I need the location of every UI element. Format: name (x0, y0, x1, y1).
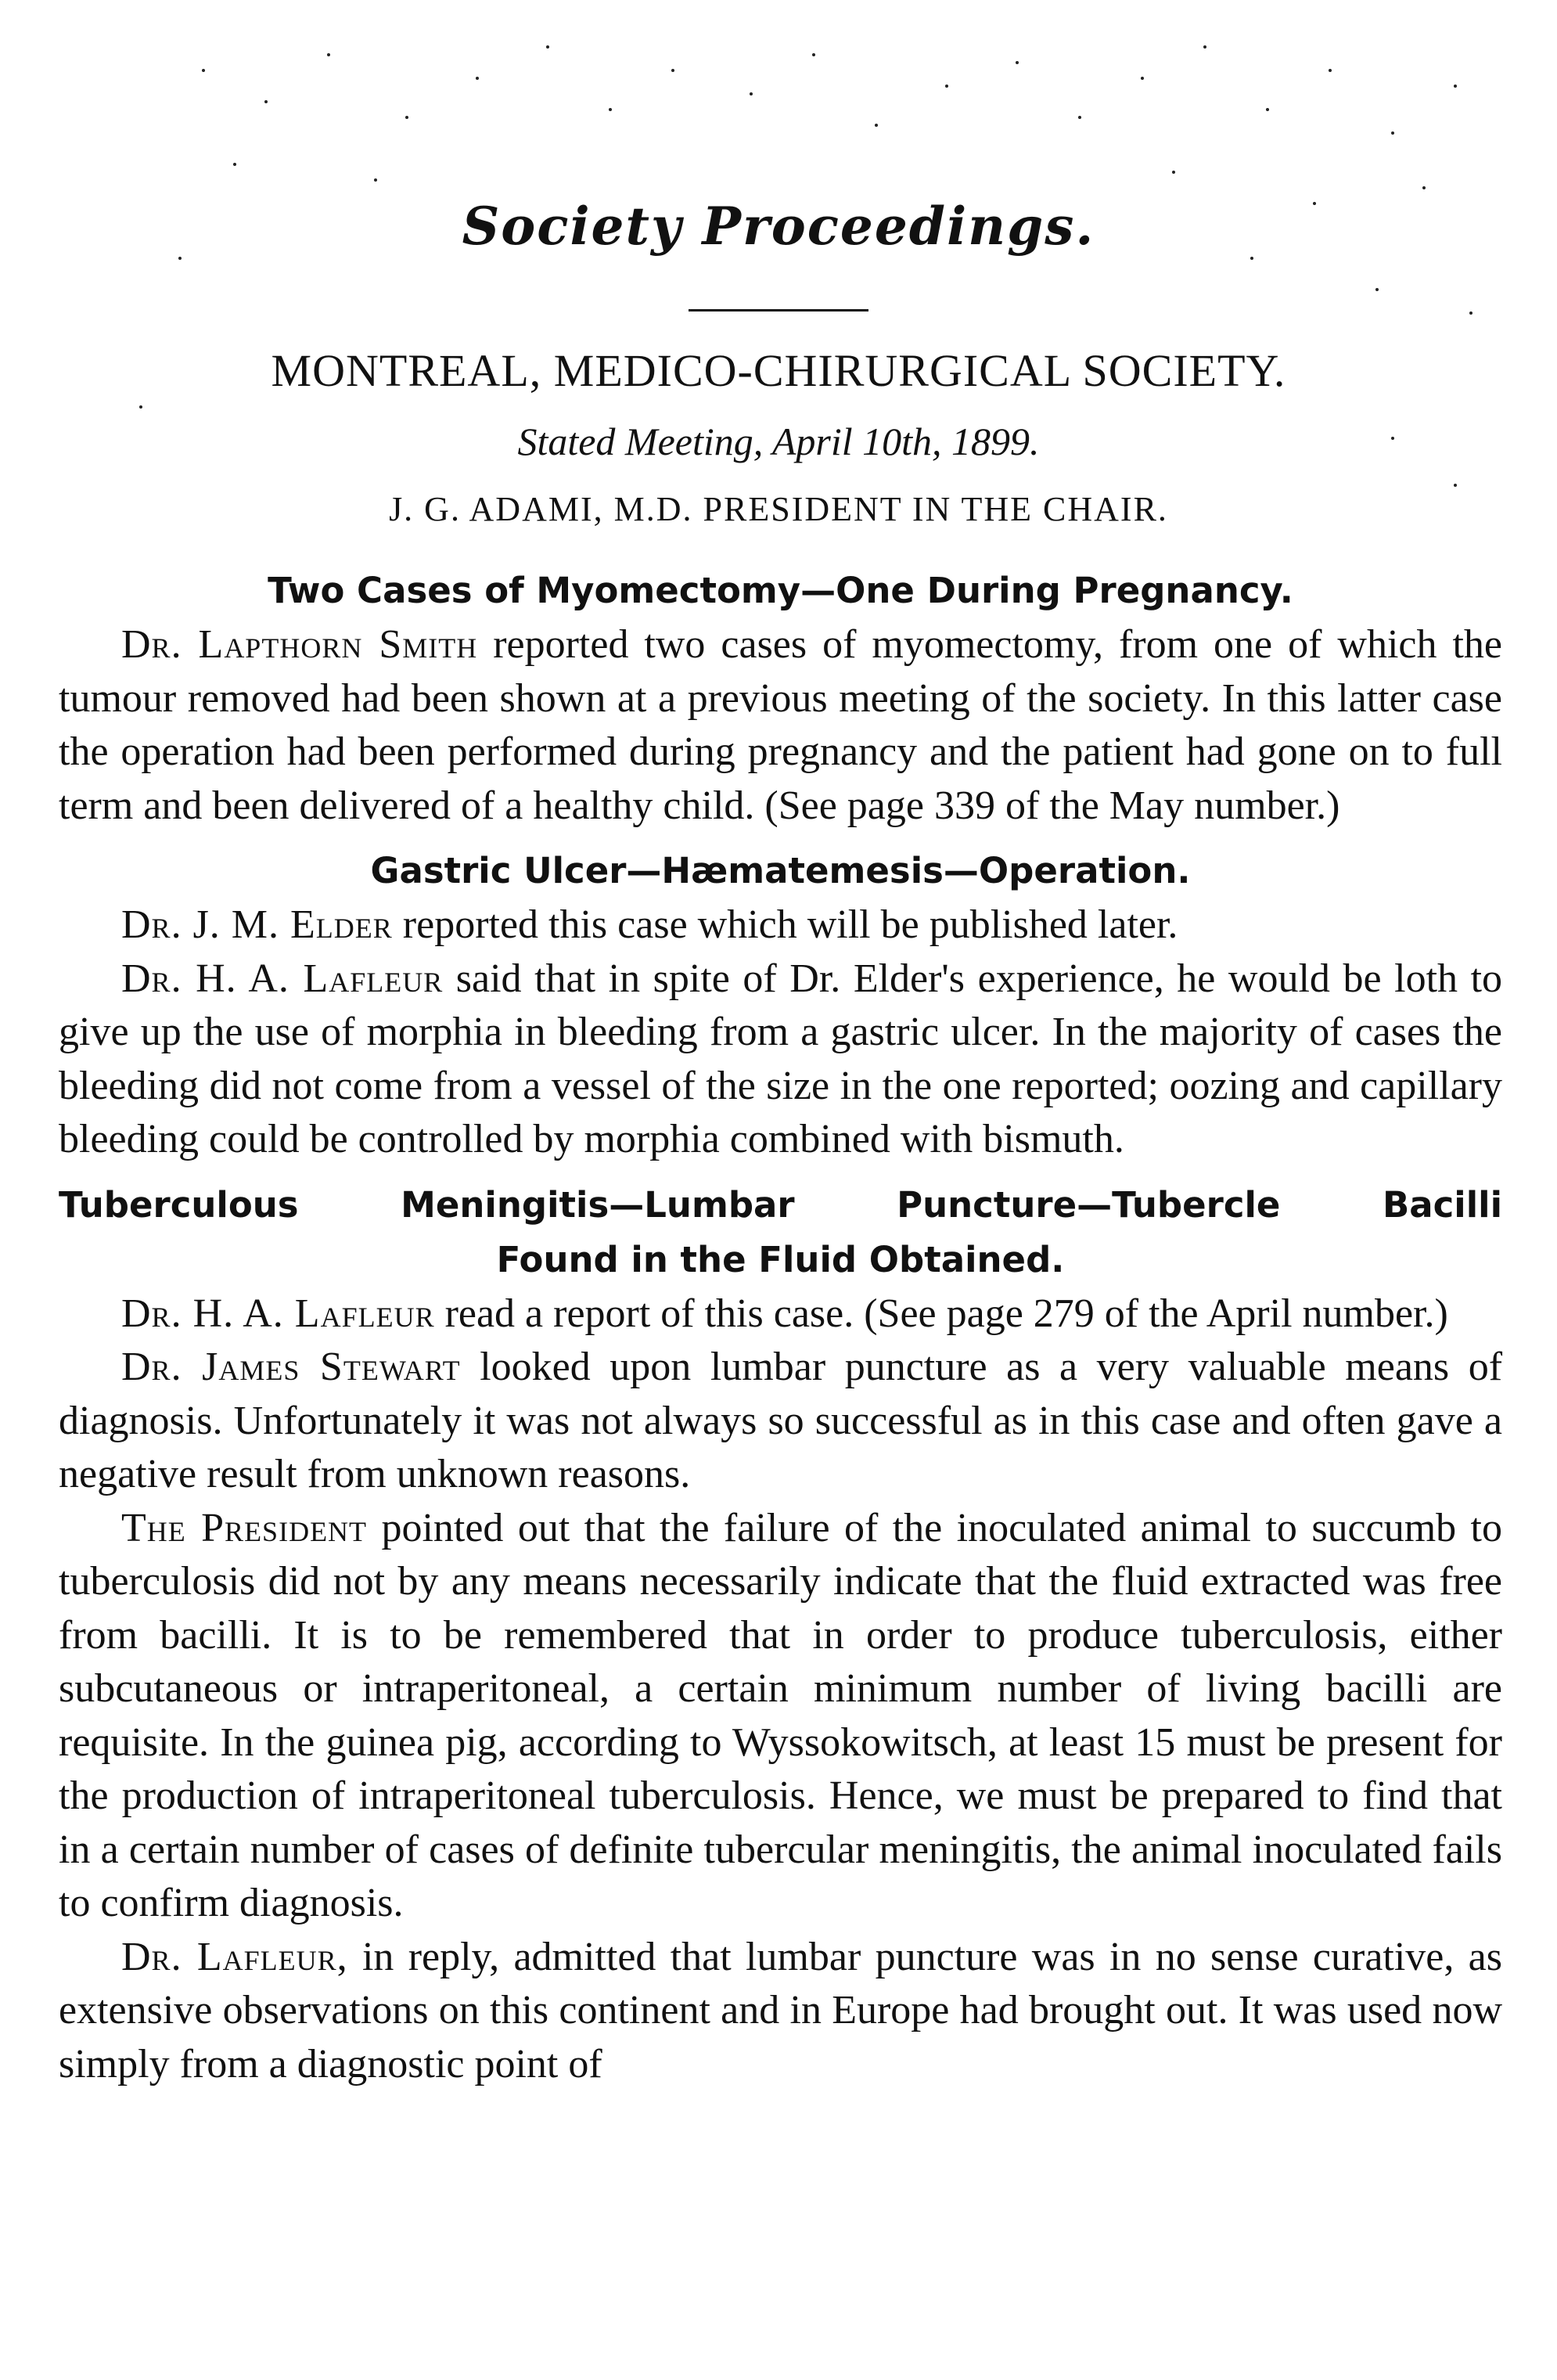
section-heading-line2: Found in the Fluid Obtained. (496, 1238, 1065, 1280)
paragraph (59, 1341, 1502, 1502)
paragraph (59, 1931, 1502, 2092)
section-heading: Gastric Ulcer—Hæmatemesis—Operation. (370, 850, 1191, 891)
chair-line: J. G. ADAMI, M.D. PRESIDENT IN THE CHAIR. (389, 490, 1168, 528)
paragraph-text: reported two cases of myomectomy, from one of which the tumour removed had been shown at a previous meeting of the society. In this latter case the operation had been performed during pregnancy and the patient had gone on to full term and been delivered of a healthy child. (See page 339 of the May number.) (59, 622, 1502, 828)
speaker-name: Dr. Lafleur, (121, 1934, 348, 1979)
section-heading: Two Cases of Myomectomy—One During Pregnancy. (268, 570, 1293, 611)
speaker-name: Dr. Lapthorn Smith (121, 622, 478, 667)
meeting-date: Stated Meeting, April 10th, 1899. (517, 419, 1040, 463)
speaker-name: The President (121, 1505, 368, 1550)
paragraph (59, 1287, 1502, 1341)
paragraph-text: looked upon lumbar puncture as a very valuable means of diagnosis. Unfortunately it was not always so successful as in this case and often gave a negative result from unknown reasons. (59, 1345, 1503, 1496)
paragraph-text: said that in spite of Dr. Elder's experience, he would be loth to give up the use of morphia in bleeding from a gastric ulcer. In the majority of cases the bleeding did not come from a vessel of the size in the one reported; oozing and capillary bleeding could be controlled by morphia combined with bismuth. (59, 956, 1503, 1161)
paragraph (59, 898, 1502, 952)
paragraph (59, 952, 1502, 1167)
society-title: MONTREAL, MEDICO-CHIRURGICAL SOCIETY. (271, 345, 1286, 396)
paragraph-text: pointed out that the failure of the inoculated animal to succumb to tuberculosis did not by any means necessarily indicate that the fluid extracted was free from bacilli. It is to be remembered that in order to produce tuberculosis, either subcutaneous or intraperitoneal, a certain minimum number of living bacilli are requisite. In the guinea pig, according to Wyssokowitsch, at least 15 must be present for the production of intraperitoneal tuberculosis. Hence, we must be prepared to find that in a certain number of cases of definite tubercular meningitis, the animal inoculated fails to confirm diagnosis. (59, 1505, 1503, 1925)
article-body (59, 563, 1502, 2091)
section-heading-line1: Tuberculous Meningitis—Lumbar Puncture—Tubercle Bacilli (59, 1183, 1502, 1226)
paragraph (59, 618, 1502, 833)
masthead-divider (689, 309, 868, 311)
speaker-name: Dr. J. M. Elder (121, 902, 393, 947)
paragraph-text: reported this case which will be published later. (402, 902, 1178, 947)
print-speckle-decoration (0, 0, 1557, 548)
paragraph-text: read a report of this case. (See page 279 of the April number.) (444, 1291, 1448, 1336)
speaker-name: Dr. H. A. Lafleur (121, 1291, 435, 1336)
paragraph (59, 1502, 1502, 1931)
speaker-name: Dr. James Stewart (121, 1345, 461, 1389)
masthead-title: Society Proceedings. (462, 196, 1095, 257)
paragraph-text: in reply, admitted that lumbar puncture was in no sense curative, as extensive observations on this continent and in Europe had brought out. It was used now simply from a diagnostic point of (59, 1934, 1503, 2087)
speaker-name: Dr. H. A. Lafleur (121, 956, 444, 1001)
